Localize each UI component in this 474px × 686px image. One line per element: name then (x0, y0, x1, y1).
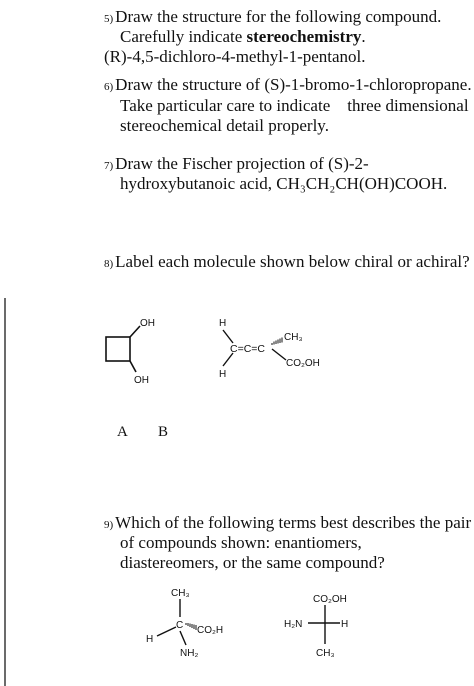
mol-b-h-bottom: H (219, 369, 227, 380)
molecule-a (106, 318, 155, 386)
q9-line2: of compounds shown: enantiomers, (120, 533, 362, 552)
mol-a-oh-bottom: OH (134, 375, 149, 386)
cyclobutane-ring (106, 337, 130, 361)
q7-line2: hydroxybutanoic acid, CH₃CH₂CH(OH)COOH. (120, 174, 448, 193)
q5-text-line2-suffix: . (361, 27, 366, 46)
mol-b-allene: C=C=C (230, 343, 266, 355)
bond-oh-top (130, 326, 140, 337)
mol-a-label: A (117, 424, 128, 440)
q5-text-line1: Draw the structure for the following compound. (115, 7, 442, 26)
q8-number: 8) (104, 258, 114, 270)
mol-b-co2h: CO₂OH (286, 358, 320, 369)
q9-left-co2h: CO₂H (197, 625, 224, 636)
bond-nh2 (180, 631, 186, 645)
q6-number: 6) (104, 81, 114, 93)
q9-left-nh2: NH₂ (180, 648, 199, 659)
mol-b-ch3: CH₃ (284, 332, 303, 343)
bond-oh-bottom (130, 361, 136, 372)
bond-h-top (223, 330, 233, 343)
q9-left-h: H (146, 634, 154, 645)
q5-line3: (R)-4,5-dichloro-4-methyl-1-pentanol. (104, 47, 366, 66)
q7-number: 7) (104, 160, 114, 172)
bond-h (157, 627, 176, 636)
q9-left-c: C (176, 620, 184, 631)
mol-b-h-top: H (219, 318, 227, 329)
q9-line3: diastereomers, or the same compound? (120, 553, 385, 572)
q9-right-h: H (341, 619, 349, 630)
q5-text-line2-bold: stereochemistry (246, 27, 362, 46)
q6-line3: stereochemical detail properly. (120, 116, 329, 135)
q9-left-ch3: CH₃ (171, 588, 190, 599)
bond-co2h (272, 349, 286, 360)
q9-right-h2n: H₂N (284, 619, 303, 630)
molecule-b (219, 318, 320, 380)
q6-text-line1: Draw the structure of (S)-1-bromo-1-chloropropane. (115, 75, 472, 94)
q9-molecule-right (284, 594, 348, 659)
mol-a-oh-top: OH (140, 318, 155, 329)
q9-text-line1: Which of the following terms best describes the pair (115, 513, 472, 532)
q8-text-line1: Label each molecule shown below chiral or achiral? (115, 252, 470, 271)
q5-text-line2-prefix: Carefully indicate (120, 27, 247, 46)
q7-text-line1: Draw the Fischer projection of (S)-2- (115, 154, 369, 173)
hashed-wedge-ch3 (272, 338, 282, 346)
q9-number: 9) (104, 519, 114, 531)
mol-b-label: B (158, 424, 169, 440)
q6-line2: Take particular care to indicate three dimensional (120, 96, 469, 115)
q5-number: 5) (104, 13, 114, 25)
q9-right-ch3: CH₃ (316, 648, 335, 659)
q9-right-co2h: CO₂OH (313, 594, 347, 605)
hashed-wedge-co2h (186, 623, 196, 630)
q9-molecule-left (146, 588, 223, 659)
